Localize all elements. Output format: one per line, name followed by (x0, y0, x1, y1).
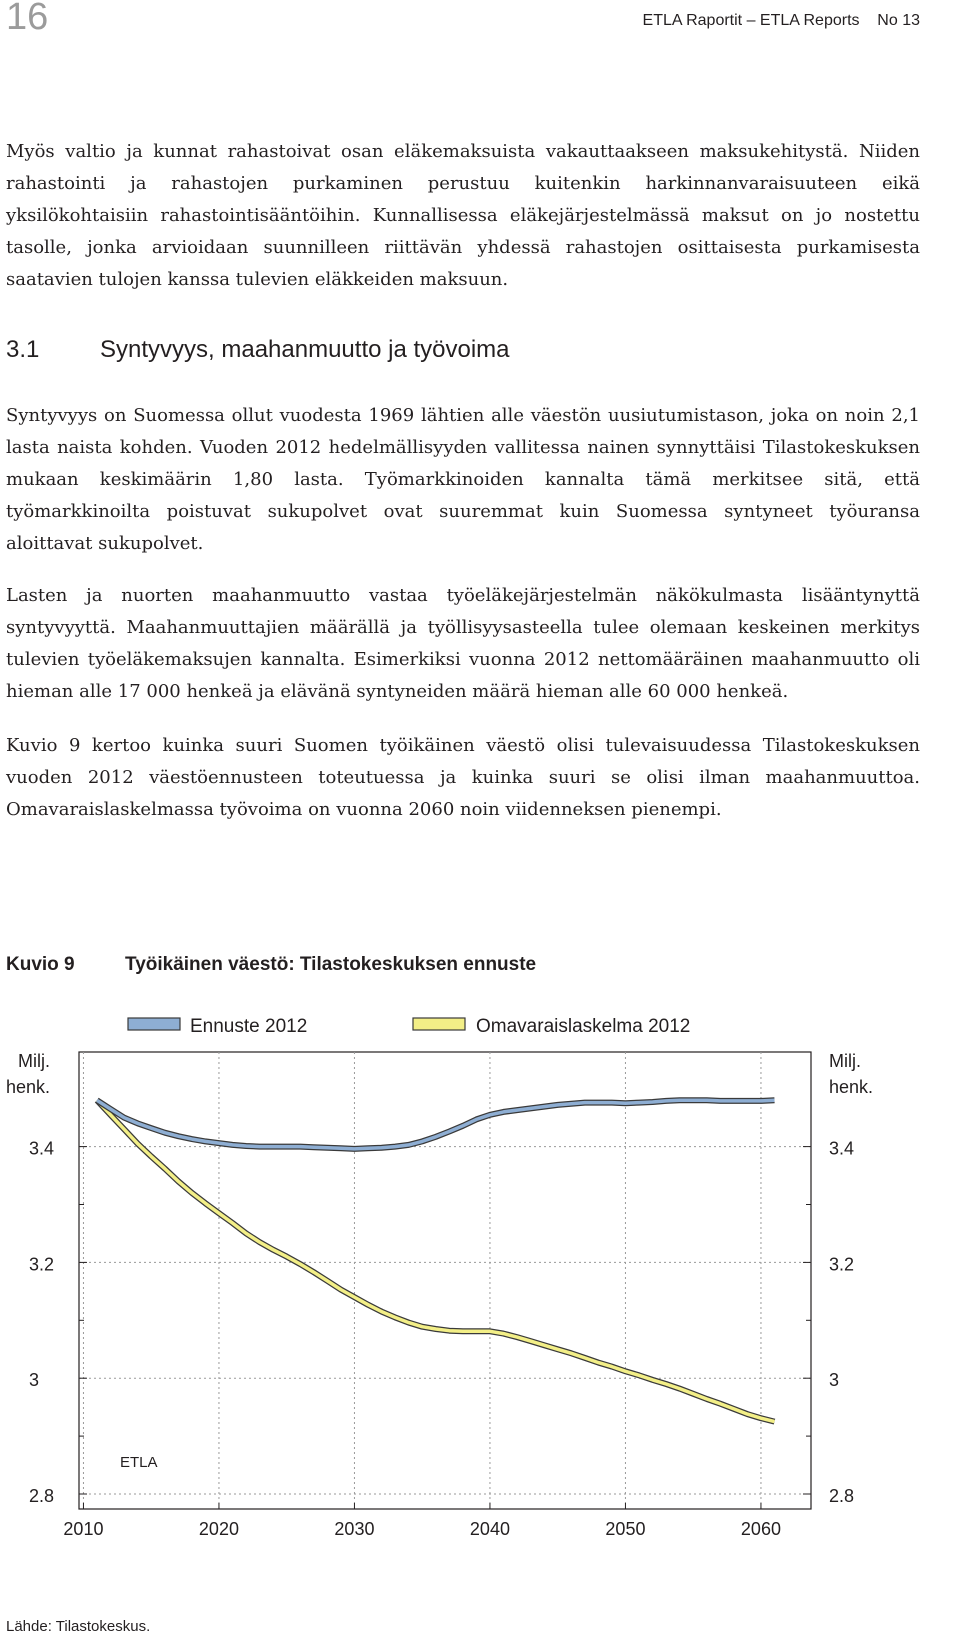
y-axis-label-right: Milj. henk. (829, 1051, 874, 1097)
series-line (97, 1100, 775, 1421)
y-tick-label-right: 3.2 (829, 1254, 855, 1275)
x-tick-label: 2020 (198, 1519, 239, 1539)
y-tick-label-right: 3.4 (829, 1138, 855, 1159)
paragraph-funding: Myös valtio ja kunnat rahastoivat osan eläkemaksuista vakauttaakseen maksukehitystä. Niiden rahastointi ja rahastojen purkaminen perustuu kuitenkin harkinnanvaraisuuteen eikä yksilökohtaisiin rahastointisääntöihin. Kunnallisessa eläkejärjestelmässä maksut on jo nostettu tasolle, jonka arvioidaan suunnilleen riittävän yhdessä rahastojen osittaisesta purkamisesta saatavien tulojen kanssa tulevien eläkkeiden maksuun. (6, 141, 920, 290)
series-line-outline (97, 1100, 775, 1421)
legend-swatch (413, 1018, 465, 1030)
x-tick-label: 2050 (605, 1519, 646, 1539)
x-tick-label: 2010 (63, 1519, 104, 1539)
section-title: Syntyvyys, maahanmuutto ja työvoima (100, 336, 510, 363)
x-tick-label: 2030 (334, 1519, 375, 1539)
publication-series: ETLA Raportit – ETLA Reports (642, 12, 860, 29)
legend-label: Ennuste 2012 (190, 1016, 308, 1037)
legend-swatch (128, 1018, 180, 1030)
y-tick-label-left: 2.8 (29, 1486, 55, 1506)
x-tick-label: 2040 (469, 1519, 510, 1539)
figure-label: Kuvio 9 (6, 954, 75, 975)
y-tick-label-left: 3.4 (29, 1138, 55, 1159)
y-tick-label-right: 2.8 (829, 1486, 855, 1506)
series-line (97, 1100, 775, 1149)
figure-source: Lähde: Tilastokeskus. (6, 1618, 151, 1635)
figure-title: Työikäinen väestö: Tilastokeskuksen ennuste (125, 954, 537, 975)
y-tick-label-left: 3.2 (29, 1254, 55, 1275)
legend-label: Omavaraislaskelma 2012 (476, 1016, 691, 1037)
paragraph-immigration: Lasten ja nuorten maahanmuutto vastaa työeläkejärjestelmän näkökulmasta lisääntynyttä syntyvyyttä. Maahanmuuttajien määrällä ja työllisyysasteella tulee olemaan keskeinen merkitys tulevien työeläkemaksujen kannalta. Esimerkiksi vuonna 2012 nettomääräinen maahanmuutto oli hieman alle 17 000 henkeä ja elävänä syntyneiden määrä hieman alle 60 000 henkeä. (6, 585, 920, 702)
etla-watermark: ETLA (120, 1454, 158, 1471)
y-tick-label-right: 3 (829, 1370, 840, 1391)
issue-number: No 13 (877, 12, 920, 29)
paragraph-birth-rate: Syntyvyys on Suomessa ollut vuodesta 1969 lähtien alle väestön uusiutumistason, joka on noin 2,1 lasta naista kohden. Vuoden 2012 hedelmällisyyden vallitessa nainen synnyttäisi Tilastokeskuksen mukaan keskimäärin 1,80 lasta. Työmarkkinoiden kannalta tämä merkitsee sitä, että työmarkkinoilta poistuvat sukupolvet ovat suuremmat kuin Suomessa syntyneet työuransa aloittavat sukupolvet. (6, 405, 920, 554)
paragraph-figure-intro: Kuvio 9 kertoo kuinka suuri Suomen työikäinen väestö olisi tulevaisuudessa Tilastokeskuksen vuoden 2012 väestöennusteen toteutuessa ja kuinka suuri se olisi ilman maahanmuuttoa. Omavaraislaskelmassa työvoima on vuonna 2060 noin viidenneksen pienempi. (6, 735, 920, 820)
page-number: 16 (6, 0, 49, 38)
y-tick-label-left: 3 (29, 1370, 40, 1391)
x-tick-label: 2060 (740, 1519, 781, 1539)
plot-frame (79, 1052, 811, 1509)
section-number: 3.1 (6, 336, 40, 363)
y-axis-label-left: Milj. henk. (6, 1051, 51, 1097)
